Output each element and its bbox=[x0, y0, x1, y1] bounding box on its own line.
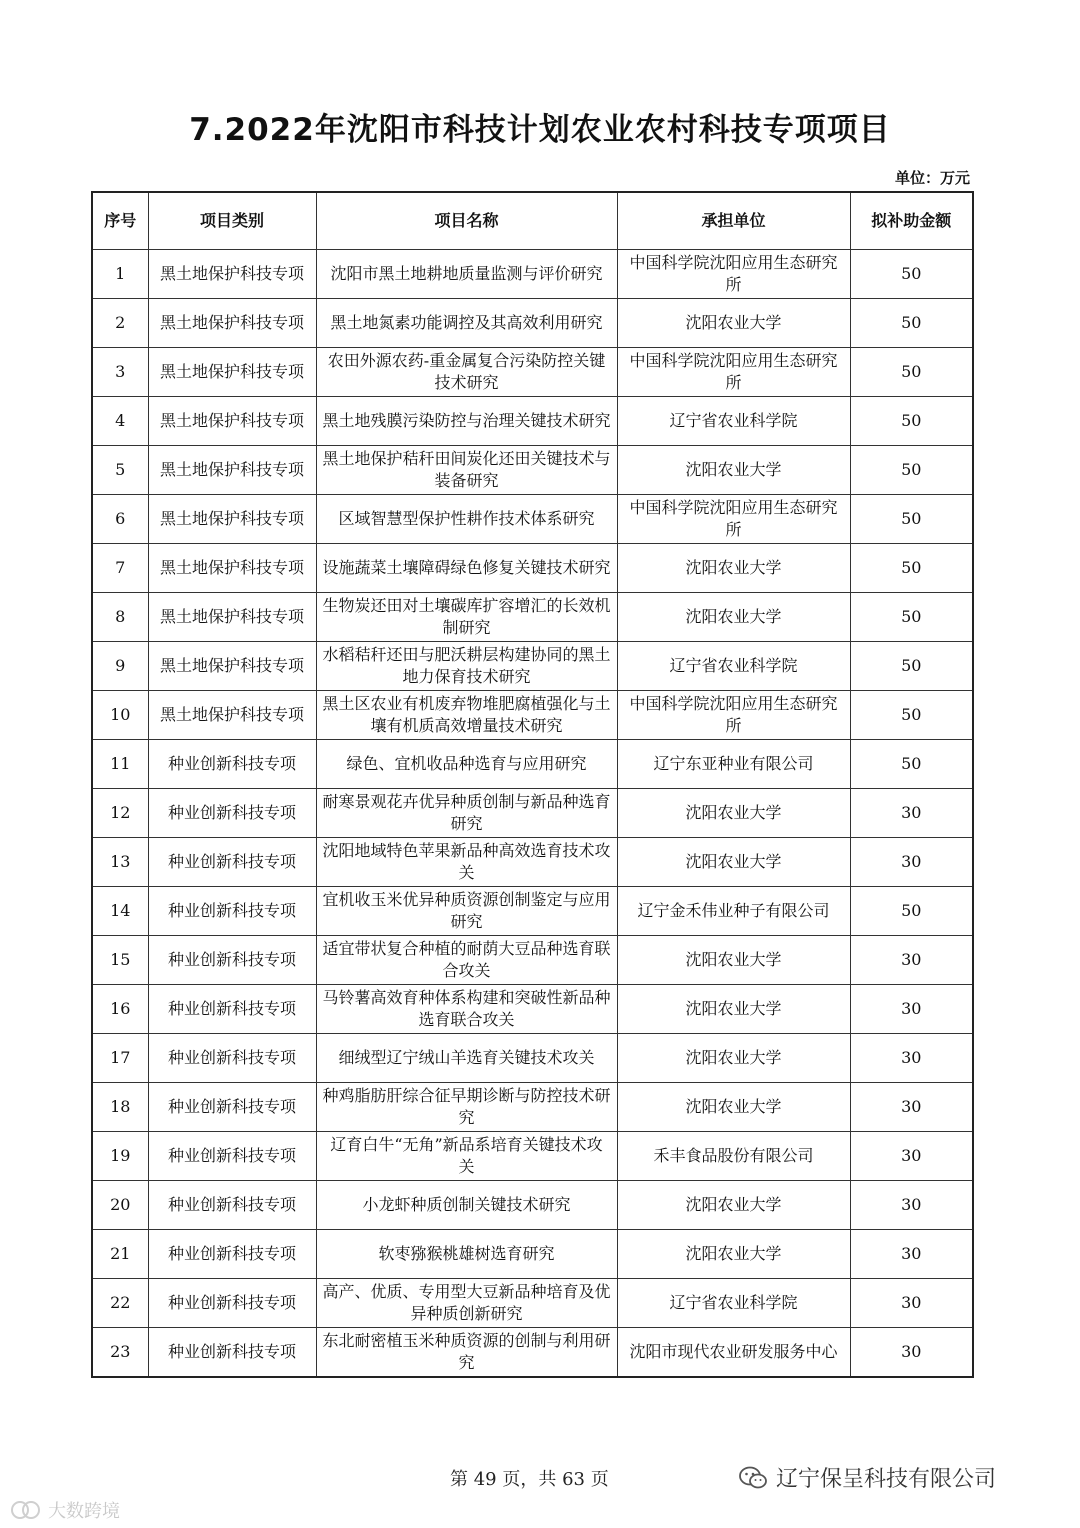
row-amount: 30 bbox=[850, 1034, 973, 1083]
table-row bbox=[92, 446, 973, 495]
table-row bbox=[92, 544, 973, 593]
row-index: 18 bbox=[92, 1083, 148, 1132]
wechat-icon bbox=[738, 1465, 768, 1491]
row-index: 10 bbox=[92, 691, 148, 740]
row-amount: 30 bbox=[850, 1230, 973, 1279]
row-organization: 沈阳农业大学 bbox=[617, 1083, 850, 1132]
header-index: 序号 bbox=[92, 192, 148, 250]
row-category: 黑土地保护科技专项 bbox=[148, 593, 316, 642]
row-project-name: 黑土区农业有机废弃物堆肥腐植强化与土壤有机质高效增量技术研究 bbox=[316, 691, 617, 740]
row-organization: 沈阳农业大学 bbox=[617, 1230, 850, 1279]
row-project-name: 沈阳地域特色苹果新品种高效选育技术攻关 bbox=[316, 838, 617, 887]
row-category: 黑土地保护科技专项 bbox=[148, 299, 316, 348]
row-amount: 30 bbox=[850, 789, 973, 838]
row-project-name: 东北耐密植玉米种质资源的创制与利用研究 bbox=[316, 1328, 617, 1378]
row-organization: 沈阳农业大学 bbox=[617, 299, 850, 348]
row-category: 种业创新科技专项 bbox=[148, 1230, 316, 1279]
row-category: 种业创新科技专项 bbox=[148, 1083, 316, 1132]
row-project-name: 黑土地保护秸秆田间炭化还田关键技术与装备研究 bbox=[316, 446, 617, 495]
row-project-name: 软枣猕猴桃雄树选育研究 bbox=[316, 1230, 617, 1279]
row-category: 黑土地保护科技专项 bbox=[148, 544, 316, 593]
header-amount: 拟补助金额 bbox=[850, 192, 973, 250]
row-index: 13 bbox=[92, 838, 148, 887]
row-index: 11 bbox=[92, 740, 148, 789]
row-project-name: 小龙虾种质创制关键技术研究 bbox=[316, 1181, 617, 1230]
row-amount: 30 bbox=[850, 936, 973, 985]
row-category: 种业创新科技专项 bbox=[148, 887, 316, 936]
row-project-name: 生物炭还田对土壤碳库扩容增汇的长效机制研究 bbox=[316, 593, 617, 642]
row-amount: 30 bbox=[850, 1279, 973, 1328]
row-category: 种业创新科技专项 bbox=[148, 1181, 316, 1230]
row-amount: 50 bbox=[850, 740, 973, 789]
row-project-name: 适宜带状复合种植的耐荫大豆品种选育联合攻关 bbox=[316, 936, 617, 985]
row-organization: 沈阳农业大学 bbox=[617, 446, 850, 495]
row-project-name: 辽育白牛“无角”新品系培育关键技术攻关 bbox=[316, 1132, 617, 1181]
row-organization: 禾丰食品股份有限公司 bbox=[617, 1132, 850, 1181]
row-category: 黑土地保护科技专项 bbox=[148, 348, 316, 397]
row-amount: 50 bbox=[850, 348, 973, 397]
row-organization: 沈阳农业大学 bbox=[617, 1034, 850, 1083]
page-number: 第 49 页，共 63 页 bbox=[450, 1469, 609, 1490]
table-row bbox=[92, 495, 973, 544]
row-category: 种业创新科技专项 bbox=[148, 838, 316, 887]
row-category: 黑土地保护科技专项 bbox=[148, 691, 316, 740]
table-row bbox=[92, 740, 973, 789]
row-organization: 中国科学院沈阳应用生态研究所 bbox=[617, 250, 850, 299]
table-row bbox=[92, 348, 973, 397]
row-index: 5 bbox=[92, 446, 148, 495]
table-row bbox=[92, 838, 973, 887]
row-organization: 中国科学院沈阳应用生态研究所 bbox=[617, 495, 850, 544]
row-category: 种业创新科技专项 bbox=[148, 740, 316, 789]
table-row bbox=[92, 250, 973, 299]
row-index: 16 bbox=[92, 985, 148, 1034]
row-amount: 50 bbox=[850, 397, 973, 446]
table-row bbox=[92, 887, 973, 936]
row-organization: 沈阳农业大学 bbox=[617, 544, 850, 593]
watermark-text: 大数跨境 bbox=[48, 1501, 120, 1522]
row-category: 种业创新科技专项 bbox=[148, 1279, 316, 1328]
row-project-name: 种鸡脂肪肝综合征早期诊断与防控技术研究 bbox=[316, 1083, 617, 1132]
row-amount: 30 bbox=[850, 1132, 973, 1181]
table-header-row bbox=[92, 192, 973, 250]
row-index: 19 bbox=[92, 1132, 148, 1181]
table-row bbox=[92, 985, 973, 1034]
table-row bbox=[92, 1181, 973, 1230]
row-organization: 辽宁东亚种业有限公司 bbox=[617, 740, 850, 789]
row-amount: 50 bbox=[850, 250, 973, 299]
row-amount: 50 bbox=[850, 642, 973, 691]
row-amount: 50 bbox=[850, 446, 973, 495]
row-amount: 50 bbox=[850, 299, 973, 348]
row-index: 3 bbox=[92, 348, 148, 397]
row-amount: 50 bbox=[850, 593, 973, 642]
row-category: 黑土地保护科技专项 bbox=[148, 495, 316, 544]
row-index: 17 bbox=[92, 1034, 148, 1083]
table-row bbox=[92, 789, 973, 838]
row-category: 黑土地保护科技专项 bbox=[148, 642, 316, 691]
row-index: 15 bbox=[92, 936, 148, 985]
row-amount: 50 bbox=[850, 544, 973, 593]
row-project-name: 耐寒景观花卉优异种质创制与新品种选育研究 bbox=[316, 789, 617, 838]
row-amount: 50 bbox=[850, 495, 973, 544]
row-organization: 沈阳农业大学 bbox=[617, 1181, 850, 1230]
table-row bbox=[92, 1083, 973, 1132]
header-category: 项目类别 bbox=[148, 192, 316, 250]
unit-label: 单位：万元 bbox=[894, 169, 970, 187]
row-organization: 沈阳农业大学 bbox=[617, 936, 850, 985]
logo-icon bbox=[10, 1499, 42, 1521]
table-row bbox=[92, 1328, 973, 1378]
row-project-name: 水稻秸秆还田与肥沃耕层构建协同的黑土地力保育技术研究 bbox=[316, 642, 617, 691]
row-project-name: 设施蔬菜土壤障碍绿色修复关键技术研究 bbox=[316, 544, 617, 593]
row-organization: 辽宁省农业科学院 bbox=[617, 397, 850, 446]
table-row bbox=[92, 1132, 973, 1181]
row-project-name: 细绒型辽宁绒山羊选育关键技术攻关 bbox=[316, 1034, 617, 1083]
row-index: 21 bbox=[92, 1230, 148, 1279]
row-project-name: 沈阳市黑土地耕地质量监测与评价研究 bbox=[316, 250, 617, 299]
row-amount: 30 bbox=[850, 1083, 973, 1132]
table-row bbox=[92, 1279, 973, 1328]
row-amount: 30 bbox=[850, 838, 973, 887]
table-body bbox=[92, 250, 973, 1378]
header-organization: 承担单位 bbox=[617, 192, 850, 250]
row-index: 12 bbox=[92, 789, 148, 838]
row-category: 种业创新科技专项 bbox=[148, 1328, 316, 1378]
row-organization: 沈阳农业大学 bbox=[617, 985, 850, 1034]
row-index: 6 bbox=[92, 495, 148, 544]
row-project-name: 宜机收玉米优异种质资源创制鉴定与应用研究 bbox=[316, 887, 617, 936]
table-row bbox=[92, 593, 973, 642]
watermark bbox=[10, 1497, 120, 1523]
row-amount: 50 bbox=[850, 691, 973, 740]
row-organization: 沈阳农业大学 bbox=[617, 838, 850, 887]
table-row bbox=[92, 299, 973, 348]
row-index: 14 bbox=[92, 887, 148, 936]
row-organization: 辽宁省农业科学院 bbox=[617, 642, 850, 691]
row-amount: 30 bbox=[850, 985, 973, 1034]
table-row bbox=[92, 1230, 973, 1279]
row-amount: 30 bbox=[850, 1181, 973, 1230]
row-organization: 沈阳市现代农业研发服务中心 bbox=[617, 1328, 850, 1378]
wechat-account bbox=[738, 1462, 996, 1493]
row-category: 黑土地保护科技专项 bbox=[148, 397, 316, 446]
table-row bbox=[92, 642, 973, 691]
row-project-name: 农田外源农药-重金属复合污染防控关键技术研究 bbox=[316, 348, 617, 397]
project-table bbox=[91, 191, 974, 1378]
row-organization: 中国科学院沈阳应用生态研究所 bbox=[617, 348, 850, 397]
wechat-account-name: 辽宁保呈科技有限公司 bbox=[776, 1467, 997, 1492]
row-index: 9 bbox=[92, 642, 148, 691]
row-project-name: 绿色、宜机收品种选育与应用研究 bbox=[316, 740, 617, 789]
row-index: 20 bbox=[92, 1181, 148, 1230]
header-project-name: 项目名称 bbox=[316, 192, 617, 250]
row-category: 种业创新科技专项 bbox=[148, 1034, 316, 1083]
row-organization: 辽宁省农业科学院 bbox=[617, 1279, 850, 1328]
row-index: 7 bbox=[92, 544, 148, 593]
table-row bbox=[92, 1034, 973, 1083]
row-organization: 辽宁金禾伟业种子有限公司 bbox=[617, 887, 850, 936]
row-amount: 50 bbox=[850, 887, 973, 936]
row-category: 种业创新科技专项 bbox=[148, 936, 316, 985]
row-project-name: 区域智慧型保护性耕作技术体系研究 bbox=[316, 495, 617, 544]
row-project-name: 马铃薯高效育种体系构建和突破性新品种选育联合攻关 bbox=[316, 985, 617, 1034]
row-index: 22 bbox=[92, 1279, 148, 1328]
page-title: 7.2022年沈阳市科技计划农业农村科技专项项目 bbox=[189, 112, 891, 148]
row-index: 8 bbox=[92, 593, 148, 642]
table-row bbox=[92, 691, 973, 740]
row-index: 4 bbox=[92, 397, 148, 446]
row-index: 1 bbox=[92, 250, 148, 299]
row-project-name: 高产、优质、专用型大豆新品种培育及优异种质创新研究 bbox=[316, 1279, 617, 1328]
row-category: 黑土地保护科技专项 bbox=[148, 446, 316, 495]
row-organization: 沈阳农业大学 bbox=[617, 789, 850, 838]
row-category: 种业创新科技专项 bbox=[148, 789, 316, 838]
row-index: 23 bbox=[92, 1328, 148, 1378]
row-category: 黑土地保护科技专项 bbox=[148, 250, 316, 299]
table-row bbox=[92, 397, 973, 446]
table-row bbox=[92, 936, 973, 985]
row-organization: 中国科学院沈阳应用生态研究所 bbox=[617, 691, 850, 740]
row-project-name: 黑土地氮素功能调控及其高效利用研究 bbox=[316, 299, 617, 348]
row-index: 2 bbox=[92, 299, 148, 348]
row-category: 种业创新科技专项 bbox=[148, 985, 316, 1034]
row-category: 种业创新科技专项 bbox=[148, 1132, 316, 1181]
row-organization: 沈阳农业大学 bbox=[617, 593, 850, 642]
row-amount: 30 bbox=[850, 1328, 973, 1378]
row-project-name: 黑土地残膜污染防控与治理关键技术研究 bbox=[316, 397, 617, 446]
